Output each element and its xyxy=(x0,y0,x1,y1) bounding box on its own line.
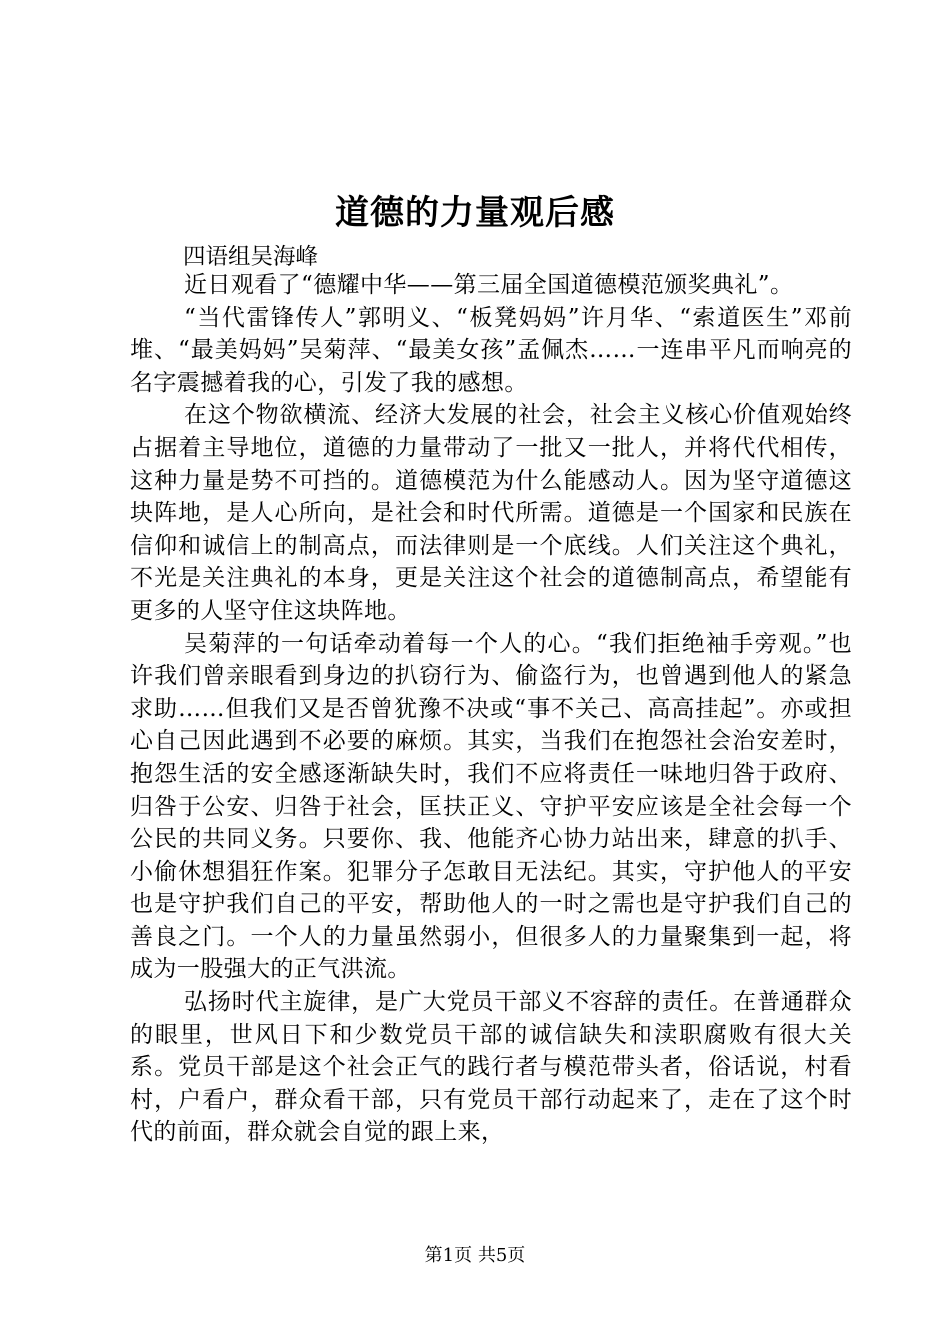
paragraph-2: “当代雷锋传人”郭明义、“板凳妈妈”许月华、“索道医生”邓前堆、“最美妈妈”吴菊萍、“最美女孩”孟佩杰……一连串平凡而响亮的名字震撼着我的心，引发了我的感想。 xyxy=(130,304,852,396)
paragraph-4: 吴菊萍的一句话牵动着每一个人的心。“我们拒绝袖手旁观。”也许我们曾亲眼看到身边的扒窃行为、偷盗行为，也曾遇到他人的紧急求助……但我们又是否曾犹豫不决或“事不关己、高高挂起”。亦或担心自己因此遇到不必要的麻烦。其实，当我们在抱怨社会治安差时，抱怨生活的安全感逐渐缺失时，我们不应将责任一味地归咎于政府、归咎于公安、归咎于社会，匡扶正义、守护平安应该是全社会每一个公民的共同义务。只要你、我、他能齐心协力站出来，肆意的扒手、小偷休想猖狂作案。犯罪分子怎敢目无法纪。其实，守护他人的平安也是守护我们自己的平安，帮助他人的一时之需也是守护我们自己的善良之门。一个人的力量虽然弱小，但很多人的力量聚集到一起，将成为一股强大的正气洪流。 xyxy=(130,630,852,983)
paragraph-5: 弘扬时代主旋律，是广大党员干部义不容辞的责任。在普通群众的眼里，世风日下和少数党员干部的诚信缺失和渎职腐败有很大关系。党员干部是这个社会正气的践行者与模范带头者，俗话说，村看村，户看户，群众看干部，只有党员干部行动起来了，走在了这个时代的前面，群众就会自觉的跟上来， xyxy=(130,989,852,1146)
document-title: 道德的力量观后感 xyxy=(335,193,615,233)
author-line: 四语组吴海峰 xyxy=(183,244,319,270)
document-body xyxy=(130,269,852,1149)
paragraph-1: 近日观看了“德耀中华——第三届全国道德模范颁奖典礼”。 xyxy=(184,272,794,298)
page-number-footer: 第1页 共5页 xyxy=(424,1245,526,1266)
paragraph-3: 在这个物欲横流、经济大发展的社会，社会主义核心价值观始终占据着主导地位，道德的力量带动了一批又一批人，并将代代相传，这种力量是势不可挡的。道德模范为什么能感动人。因为坚守道德这块阵地，是人心所向，是社会和时代所需。道德是一个国家和民族在信仰和诚信上的制高点，而法律则是一个底线。人们关注这个典礼，不光是关注典礼的本身，更是关注这个社会的道德制高点，希望能有更多的人坚守住这块阵地。 xyxy=(130,402,852,624)
